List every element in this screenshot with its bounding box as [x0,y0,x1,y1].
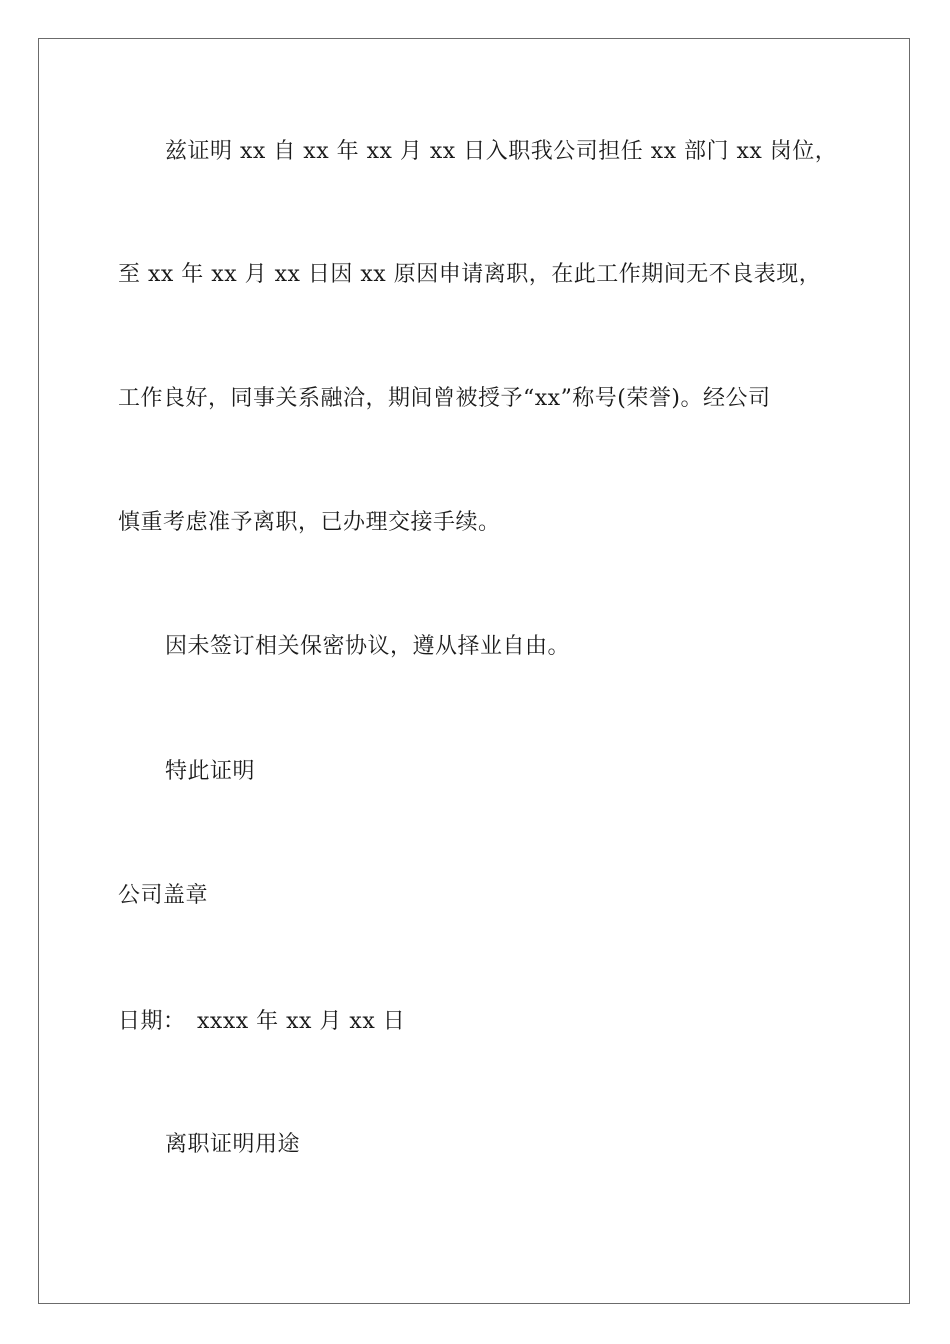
certification-statement: 特此证明 [165,759,256,784]
confidentiality-note: 因未签订相关保密协议，遵从择业自由。 [165,634,571,659]
date-line: 日期： xxxx 年 xx 月 xx 日 [118,1009,406,1034]
page-border [38,38,910,1304]
section-heading-purpose: 离职证明用途 [165,1132,301,1157]
paragraph-line-4: 慎重考虑准予离职，已办理交接手续。 [118,510,501,535]
paragraph-line-1: 兹证明 xx 自 xx 年 xx 月 xx 日入职我公司担任 xx 部门 xx 岗位， [165,139,838,164]
paragraph-line-2: 至 xx 年 xx 月 xx 日因 xx 原因申请离职，在此工作期间无不良表现， [118,262,822,287]
paragraph-line-3: 工作良好，同事关系融洽，期间曾被授予“xx”称号(荣誉)。经公司 [118,386,771,411]
company-seal-label: 公司盖章 [118,883,209,908]
